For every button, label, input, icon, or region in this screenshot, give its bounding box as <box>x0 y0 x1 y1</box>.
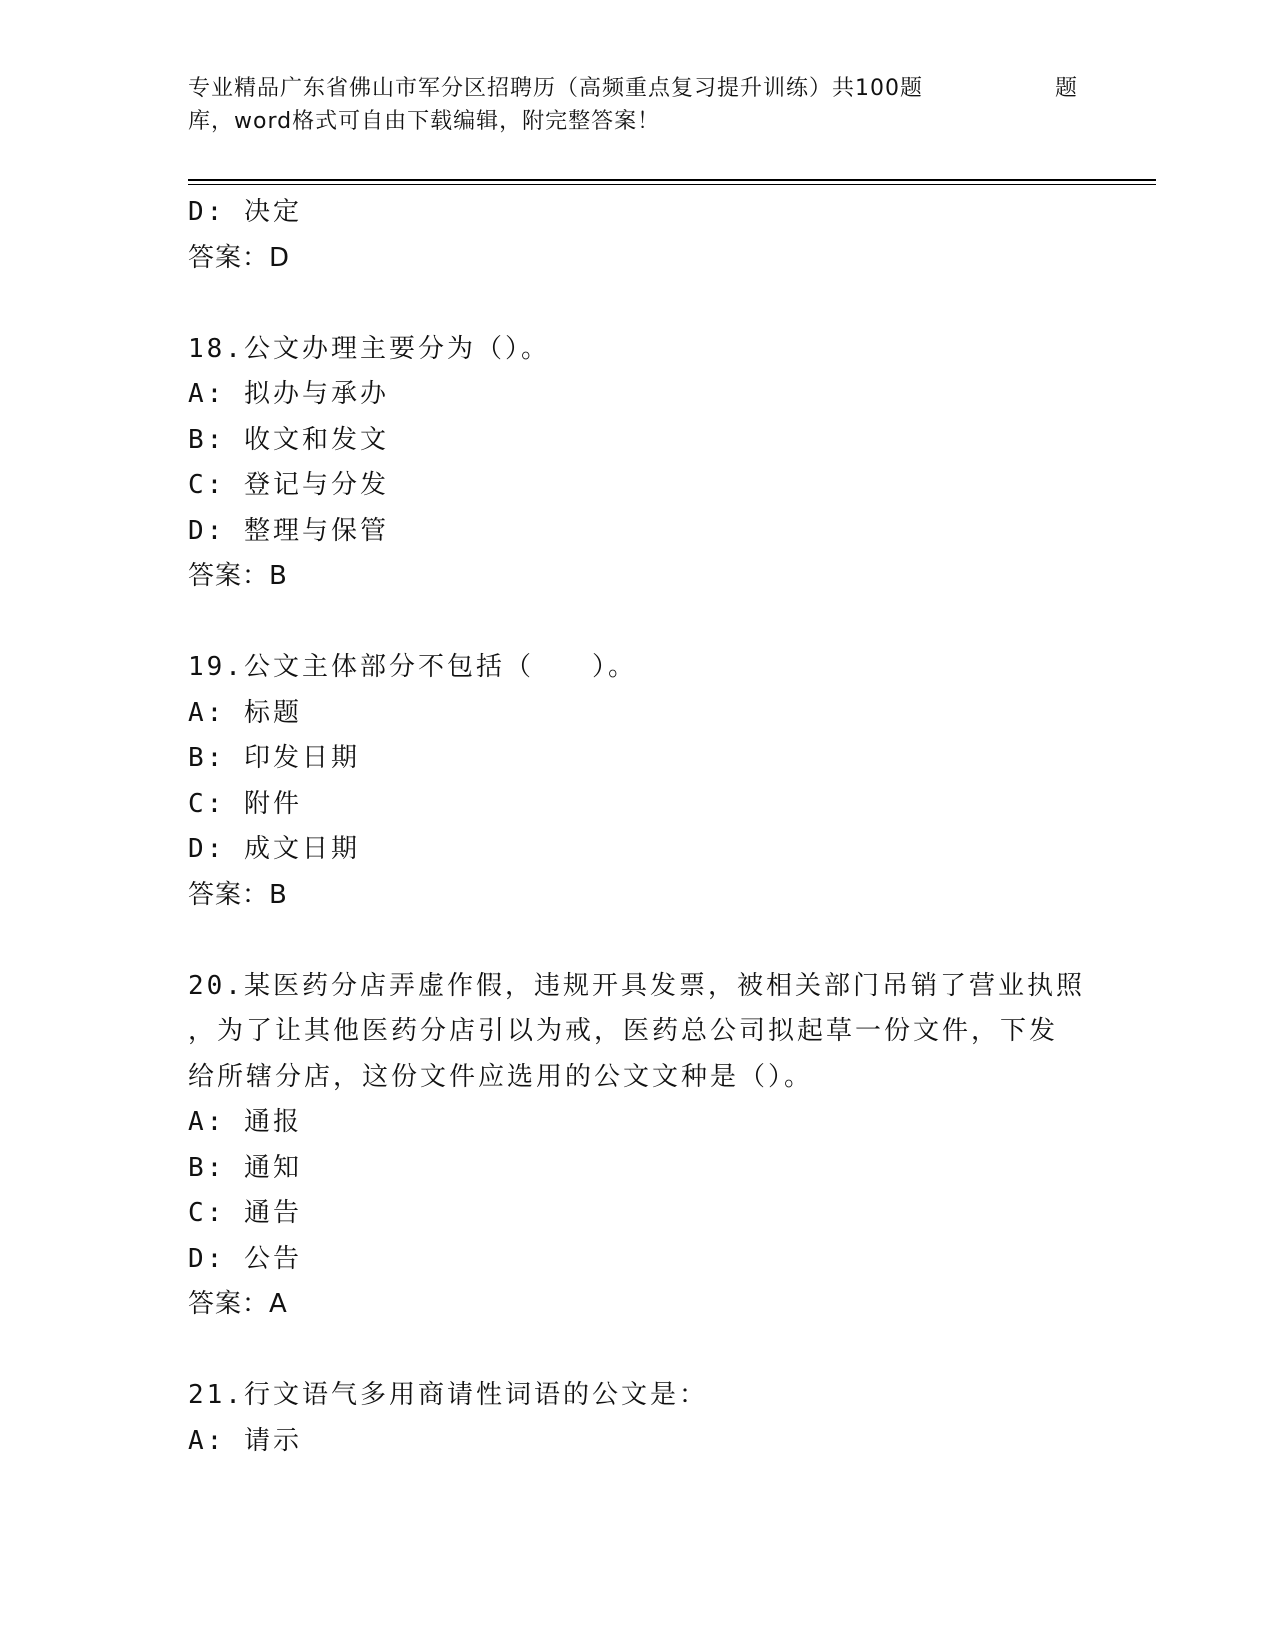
spacer <box>188 600 1088 646</box>
question-list <box>188 190 1088 1464</box>
option-c: C: 通告 <box>188 1198 302 1228</box>
header-divider-thick <box>188 179 1156 181</box>
answer: 答案：A <box>188 1289 288 1319</box>
question-stem-line-3: 给所辖分店，这份文件应选用的公文文种是（）。 <box>188 1061 814 1092</box>
option-b: B: 印发日期 <box>188 743 360 773</box>
option-c: C: 附件 <box>188 788 302 819</box>
question-stem-line-1: 20.某医药分店弄虚作假，违规开具发票，被相关部门吊销了营业执照 <box>188 970 1085 1001</box>
header-title-line-2: 库，word格式可自由下载编辑，附完整答案！ <box>188 109 661 134</box>
option-d: D: 成文日期 <box>188 834 360 864</box>
header-title-line-1: 专业精品广东省佛山市军分区招聘历（高频重点复习提升训练）共100题 <box>188 76 923 101</box>
header-title-tail: 题 <box>1055 76 1079 101</box>
option-a: A: 请示 <box>188 1425 302 1456</box>
header-divider-thin <box>188 184 1156 185</box>
question-20 <box>188 964 1088 1328</box>
question-19 <box>188 645 1088 918</box>
question-stem: 18.公文办理主要分为（）。 <box>188 333 550 364</box>
spacer <box>188 918 1088 964</box>
option-c: C: 登记与分发 <box>188 470 389 500</box>
answer: 答案：B <box>188 879 288 910</box>
question-stem: 19.公文主体部分不包括（ ）。 <box>188 652 637 682</box>
option-d: D: 公告 <box>188 1243 302 1274</box>
question-21 <box>188 1373 1088 1464</box>
spacer <box>188 1328 1088 1374</box>
option-a: A: 拟办与承办 <box>188 379 389 409</box>
question-stem-line-2: ，为了让其他医药分店引以为戒，医药总公司拟起草一份文件，下发 <box>188 1016 1059 1046</box>
option-d: D: 整理与保管 <box>188 515 389 546</box>
question-18 <box>188 327 1088 600</box>
question-stem: 21.行文语气多用商请性词语的公文是： <box>188 1380 708 1410</box>
spacer <box>188 281 1088 327</box>
option-a: A: 通报 <box>188 1107 302 1137</box>
answer: 答案：B <box>188 561 288 591</box>
document-header <box>188 72 1088 138</box>
option-b: B: 收文和发文 <box>188 424 389 455</box>
prev-question-option-d: D: 决定 <box>188 197 302 227</box>
option-a: A: 标题 <box>188 697 302 728</box>
option-b: B: 通知 <box>188 1152 302 1183</box>
prev-question-answer: 答案：D <box>188 242 291 273</box>
